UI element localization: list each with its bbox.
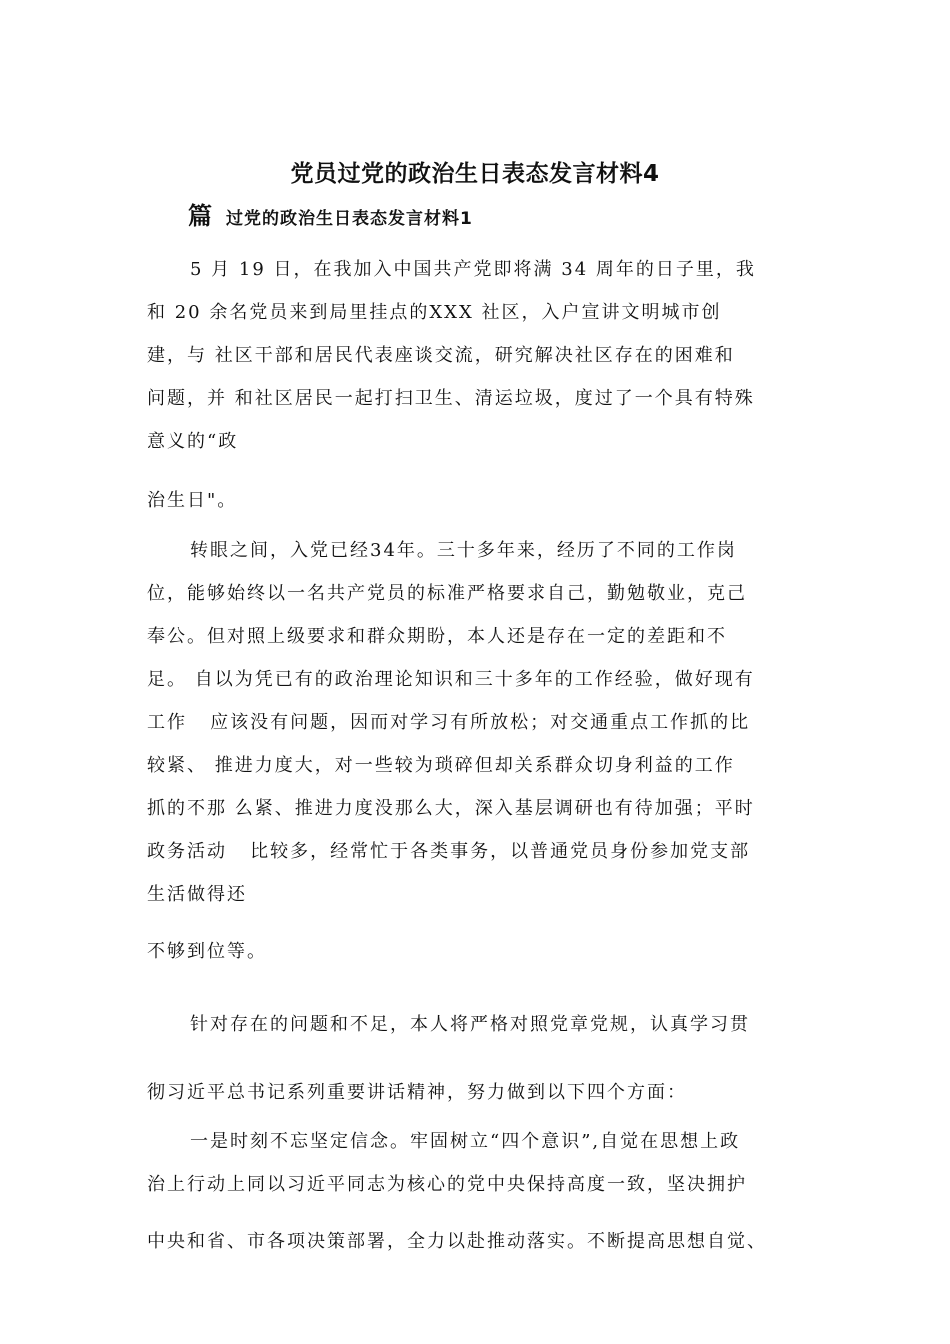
body-line: 建，与 社区干部和居民代表座谈交流，研究解决社区存在的困难和 — [147, 345, 735, 366]
document-title: 党员过党的政治生日表态发言材料4 — [290, 161, 660, 187]
body-line: 生活做得还 — [147, 884, 247, 905]
body-line: 问题，并 和社区居民一起打扫卫生、清运垃圾，度过了一个具有特殊 — [147, 388, 755, 409]
body-line: 抓的不那 么紧、推进力度没那么大，深入基层调研也有待加强；平时 — [147, 798, 755, 819]
body-line: 意义的“政 — [147, 431, 239, 452]
body-line: 较紧、 推进力度大，对一些较为琐碎但却关系群众切身利益的工作 — [147, 755, 735, 776]
body-line: 中央和省、市各项决策部署，全力以赴推动落实。不断提高思想自觉、 — [147, 1231, 767, 1252]
body-line: 5 月 19 日，在我加入中国共产党即将满 34 周年的日子里，我 — [190, 259, 756, 280]
section-heading — [188, 196, 473, 231]
body-line: 位，能够始终以一名共产党员的标准严格要求自己，勤勉敬业，克己 — [147, 583, 747, 604]
body-line: 足。 自以为凭已有的政治理论知识和三十多年的工作经验，做好现有 — [147, 669, 755, 690]
body-line: 彻习近平总书记系列重要讲话精神，努力做到以下四个方面： — [147, 1082, 687, 1103]
section-mark: 篇 — [188, 202, 212, 230]
body-line: 治生日"。 — [147, 490, 238, 511]
body-line: 和 20 余名党员来到局里挂点的XXX 社区，入户宣讲文明城市创 — [147, 302, 722, 323]
body-line: 政务活动 比较多，经常忙于各类事务，以普通党员身份参加党支部 — [147, 841, 751, 862]
body-line: 针对存在的问题和不足，本人将严格对照党章党规，认真学习贯 — [190, 1014, 750, 1035]
body-line: 治上行动上同以习近平同志为核心的党中央保持高度一致，坚决拥护 — [147, 1174, 747, 1195]
body-line: 一是时刻不忘坚定信念。牢固树立“四个意识”,自觉在思想上政 — [190, 1131, 741, 1152]
body-line: 奉公。但对照上级要求和群众期盼，本人还是存在一定的差距和不 — [147, 626, 727, 647]
body-line: 转眼之间，入党已经34年。三十多年来，经历了不同的工作岗 — [190, 540, 737, 561]
body-line: 工作 应该没有问题，因而对学习有所放松；对交通重点工作抓的比 — [147, 712, 751, 733]
body-line: 不够到位等。 — [147, 941, 267, 962]
section-heading-text: 过党的政治生日表态发言材料1 — [226, 209, 473, 229]
